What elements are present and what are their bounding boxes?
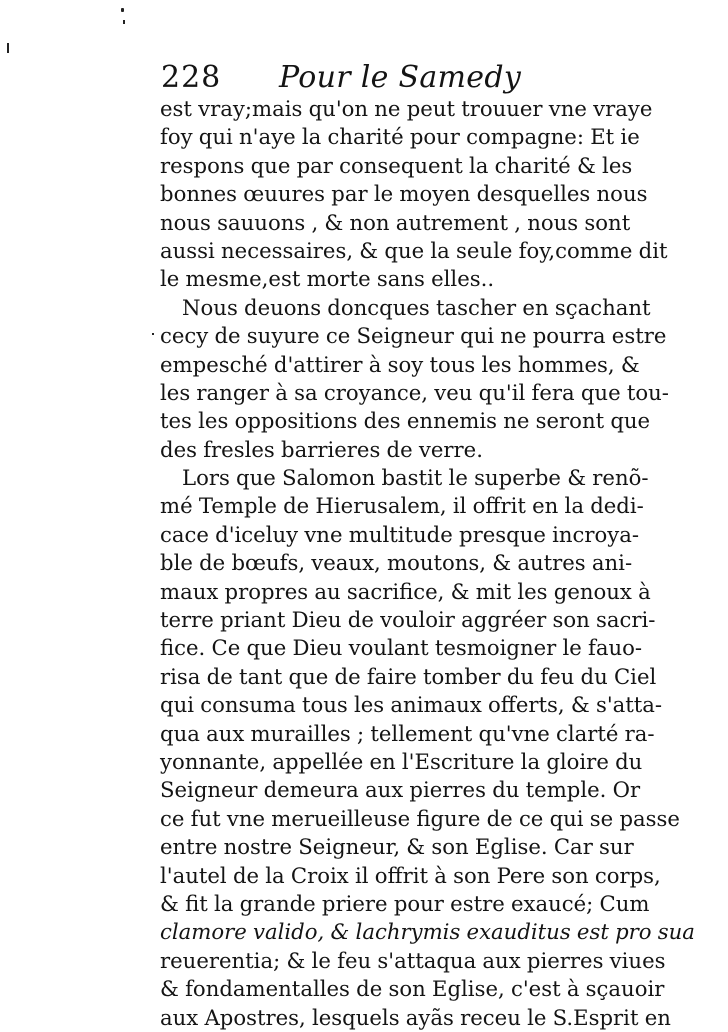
running-head: Pour le Samedy [279,60,522,95]
text-line: l'autel de la Croix il offrit à son Pere son corps, [160,862,661,888]
text-line: empesché d'attirer à soy tous les hommes, & [160,351,640,377]
text-line: & fondamentalles de son Eglise, c'est à sçauoir [160,976,665,1002]
text-line: respons que par consequent la charité & les [160,152,633,178]
text-line: maux propres au sacrifice, & mit les genoux à [160,578,651,604]
text-line: yonnante, appellée en l'Escriture la gloire du [160,748,643,774]
text-line: terre priant Dieu de vouloir aggréer son sacri- [160,607,656,633]
text-line: tes les oppositions des ennemis ne seront que [160,408,651,434]
text-line: qua aux murailles ; tellement qu'vne clarté ra- [160,720,655,746]
text-line: ble de bœufs, veaux, moutons, & autres ani- [160,550,633,576]
text-line: ce fut vne merueilleuse figure de ce qui se passe [160,805,680,831]
text-line: Lors que Salomon bastit le superbe & renõ- [182,465,649,491]
text-line: le mesme,est morte sans elles.. [160,266,495,292]
text-line: entre nostre Seigneur, & son Eglise. Car sur [160,834,634,860]
ink-speck [123,20,125,24]
text-line: Seigneur demeura aux pierres du temple. Or [160,777,641,803]
text-line: bonnes œuures par le moyen desquelles nous [160,181,648,207]
text-line: fice. Ce que Dieu voulant tesmoigner le fauo- [160,635,643,661]
text-line: mé Temple de Hierusalem, il offrit en la dedi- [160,493,644,519]
body-text [160,95,695,1032]
text-line: cecy de suyure ce Seigneur qui ne pourra estre [160,323,667,349]
text-line: cace d'iceluy vne multitude presque incroya- [160,521,640,547]
text-line: reuerentia; & le feu s'attaqua aux pierres viues [160,947,666,973]
text-line: est vray;mais qu'on ne peut trouuer vne vraye [160,96,653,121]
text-line: & fit la grande priere pour estre exaucé; Cum [160,890,650,916]
text-line: foy qui n'aye la charité pour compagne: Et ie [160,124,640,150]
text-line: clamore valido, & lachrymis exauditus est pro sua [160,919,695,945]
text-line: Nous deuons doncques tascher en sçachant [182,294,651,320]
text-line: les ranger à sa croyance, veu qu'il fera que tou- [160,379,669,405]
page-header [161,58,591,98]
page-number: 228 [161,60,222,95]
ink-speck [7,43,9,53]
text-line: aux Apostres, lesquels ayãs receu le S.Esprit en [160,1004,671,1030]
text-line: risa de tant que de faire tomber du feu du Ciel [160,663,657,689]
ink-speck [152,333,154,335]
ink-speck [121,8,124,12]
text-line: aussi necessaires, & que la seule foy,comme dit [160,237,668,263]
text-line: nous sauuons , & non autrement , nous sont [160,209,631,235]
text-line: des fresles barrieres de verre. [160,436,483,462]
text-line: qui consuma tous les animaux offerts, & s'atta- [160,692,663,718]
